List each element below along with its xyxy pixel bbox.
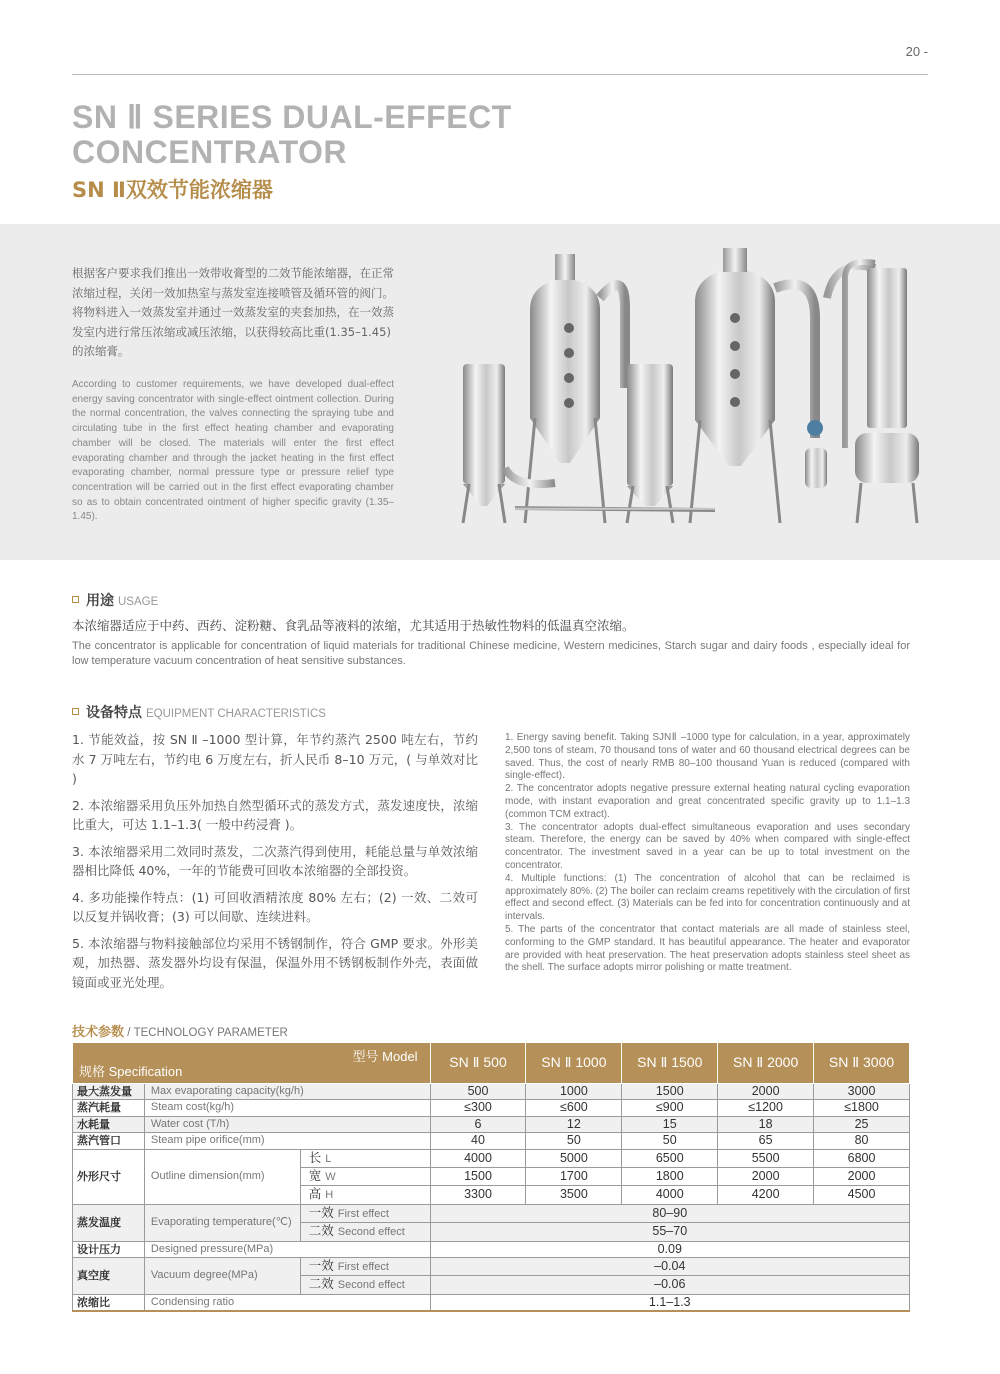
row-label-cn: 蒸汽管口: [73, 1133, 145, 1149]
sublabel-cn: 一效: [308, 1258, 334, 1274]
features-heading: [72, 702, 326, 722]
row-label-cn: 水耗量: [73, 1116, 145, 1132]
header-model-label: 型号 Model: [352, 1049, 418, 1064]
table-row: [73, 1149, 910, 1167]
table-row: [73, 1084, 910, 1100]
sublabel-en: First effect: [337, 1207, 389, 1220]
model-header: SN Ⅱ 500: [430, 1043, 526, 1084]
row-label-en: Evaporating temperature(℃): [144, 1204, 300, 1241]
table-cell: –0.04: [430, 1258, 909, 1276]
table-row: [73, 1100, 910, 1116]
row-sublabel: [300, 1258, 430, 1276]
features-list-english: [505, 732, 910, 975]
table-cell: 5000: [526, 1149, 622, 1167]
usage-text-chinese: 本浓缩器适应于中药、西药、淀粉糖、食乳品等液料的浓缩，尤其适用于热敏性物料的低温真空浓缩。: [72, 618, 635, 633]
row-label-en: Designed pressure(MPa): [144, 1241, 430, 1257]
features-heading-cn: 设备特点: [86, 705, 142, 721]
row-sublabel: [300, 1276, 430, 1294]
bullet-square-icon: [72, 596, 79, 603]
model-header: SN Ⅱ 1500: [622, 1043, 718, 1084]
model-header: SN Ⅱ 3000: [814, 1043, 910, 1084]
row-label-cn: 浓缩比: [73, 1294, 145, 1311]
sublabel-en: H: [325, 1189, 334, 1202]
sublabel-cn: 二效: [308, 1276, 334, 1292]
row-label-cn: 蒸汽耗量: [73, 1100, 145, 1116]
features-heading-en: EQUIPMENT CHARACTERISTICS: [146, 708, 326, 720]
table-cell: 0.09: [430, 1241, 909, 1257]
tech-heading-cn: 技术参数: [72, 1025, 125, 1040]
page-title-chinese: SN Ⅱ双效节能浓缩器: [72, 178, 273, 202]
row-label-en: Steam cost(kg/h): [144, 1100, 430, 1116]
row-label-en: Water cost (T/h): [144, 1116, 430, 1132]
row-label-en: Outline dimension(mm): [144, 1149, 300, 1204]
row-label-cn: 设计压力: [73, 1241, 145, 1257]
table-cell: 50: [526, 1133, 622, 1149]
table-row: [73, 1294, 910, 1311]
table-cell: 4200: [718, 1186, 814, 1204]
usage-heading-en: USAGE: [118, 596, 159, 608]
table-cell: 2000: [718, 1168, 814, 1186]
feature-item-en: 1. Energy saving benefit. Taking SJNⅡ –1000 type for calculation, in a year, approximately 2,500 tons of steam, 70 thousand tons of water and 60 thousand electrical degrees can be saved. Thus, the cost of nearly RMB 80–100 thousand Yuan is reduced (compared with single-effect).: [505, 732, 910, 782]
table-row: [73, 1204, 910, 1222]
usage-heading-cn: 用途: [86, 593, 114, 609]
table-cell: 1700: [526, 1168, 622, 1186]
row-label-cn: 蒸发温度: [73, 1204, 145, 1241]
table-cell: 5500: [718, 1149, 814, 1167]
table-cell: 55–70: [430, 1223, 909, 1241]
page-title-line2: CONCENTRATOR: [72, 134, 348, 170]
table-cell: 2000: [718, 1084, 814, 1100]
tech-parameter-heading: [72, 1021, 288, 1040]
row-label-cn: 外形尺寸: [73, 1149, 145, 1204]
table-cell: 1000: [526, 1084, 622, 1100]
table-cell: 12: [526, 1116, 622, 1132]
table-cell: 40: [430, 1133, 526, 1149]
feature-item-cn: 2. 本浓缩器采用负压外加热自然型循环式的蒸发方式，蒸发速度快，浓缩比重大，可达 1.1–1.3( 一般中药浸膏 )。: [72, 797, 478, 832]
header-spec-label: 规格 Specification: [79, 1063, 183, 1079]
table-header-row: [73, 1043, 910, 1084]
sublabel-cn: 长: [308, 1149, 322, 1165]
feature-item-cn: 5. 本浓缩器与物料接触部位均采用不锈钢制作，符合 GMP 要求。外形美观，加热器、蒸发器外均设有保温，保温外用不锈钢板制作外壳，表面做镜面或亚光处理。: [72, 935, 478, 990]
table-cell: ≤600: [526, 1100, 622, 1116]
sublabel-en: First effect: [337, 1261, 389, 1274]
sublabel-cn: 高: [308, 1186, 322, 1202]
tech-heading-en: / TECHNOLOGY PARAMETER: [124, 1027, 288, 1039]
table-cell: ≤1200: [718, 1100, 814, 1116]
table-row: [73, 1241, 910, 1257]
table-cell: 4500: [814, 1186, 910, 1204]
row-sublabel: [300, 1168, 430, 1186]
row-sublabel: [300, 1186, 430, 1204]
table-cell: 6800: [814, 1149, 910, 1167]
table-cell: ≤1800: [814, 1100, 910, 1116]
sublabel-cn: 一效: [308, 1204, 334, 1220]
table-cell: 50: [622, 1133, 718, 1149]
table-cell: 80–90: [430, 1204, 909, 1222]
table-cell: 15: [622, 1116, 718, 1132]
row-label-en: Vacuum degree(MPa): [144, 1258, 300, 1295]
table-cell: 3000: [814, 1084, 910, 1100]
table-cell: 3500: [526, 1186, 622, 1204]
feature-item-cn: 4. 多功能操作特点：(1) 可回收酒精浓度 80% 左右；(2) 一效、二效可以反复并锅收膏；(3) 可以间歇、连续进料。: [72, 889, 478, 924]
table-cell: 500: [430, 1084, 526, 1100]
intro-text-chinese: 根据客户要求我们推出一效带收膏型的二效节能浓缩器，在正常浓缩过程，关闭一效加热室与蒸发室连接喷管及循环管的阀门。将物料进入一效蒸发室并通过一效蒸发室的夹套加热，在一效蒸发室内进行常压浓缩或减压浓缩，以获得较高比重(1.35–1.45)的浓缩膏。: [72, 266, 394, 358]
row-sublabel: [300, 1223, 430, 1241]
bullet-square-icon: [72, 708, 79, 715]
model-header: SN Ⅱ 1000: [526, 1043, 622, 1084]
table-cell: 25: [814, 1116, 910, 1132]
sublabel-cn: 二效: [308, 1223, 334, 1239]
table-cell: 6: [430, 1116, 526, 1132]
sublabel-en: W: [325, 1171, 336, 1184]
table-row: [73, 1133, 910, 1149]
model-header: SN Ⅱ 2000: [718, 1043, 814, 1084]
table-row: [73, 1116, 910, 1132]
table-cell: 1.1–1.3: [430, 1294, 909, 1311]
table-cell: 65: [718, 1133, 814, 1149]
table-cell: 6500: [622, 1149, 718, 1167]
table-cell: 1800: [622, 1168, 718, 1186]
usage-heading: [72, 590, 158, 610]
table-cell: ≤900: [622, 1100, 718, 1116]
row-label-en: Steam pipe orifice(mm): [144, 1133, 430, 1149]
feature-item-en: 4. Multiple functions: (1) The concentration of alcohol that can be reclaimed is approximately 80%. (2) The boiler can reclaim creams repetitively with the circulation of first effect and second effect. (3) Materials can be fed into for concentration continuously and at intervals.: [505, 872, 910, 923]
feature-item-cn: 3. 本浓缩器采用二效同时蒸发，二次蒸汽得到使用，耗能总量与单效浓缩器相比降低 40%，一年的节能费可回收本浓缩器的全部投资。: [72, 843, 478, 878]
feature-item-en: 3. The concentrator adopts dual-effect simultaneous evaporation and uses secondary steam. Therefore, the energy can be saved by 40% when compared with single-effect concentrator. The investment saved in a year can be up to total investment on the concentrator.: [505, 821, 910, 871]
table-cell: 3300: [430, 1186, 526, 1204]
intro-text-english: According to customer requirements, we have developed dual-effect energy saving concentrator with single-effect ointment collection. During the normal concentration, the valves connecting the spraying tube and circulating tube in the first effect heating chamber and evaporating chamber will be closed. The materials will enter the first effect evaporating chamber and through the jacket heating in the first effect evaporating chamber, normal pressure type or pressure relief type concentration will be carried out in the first effect evaporating chamber so as to obtain concentrated ointment of higher specific gravity (1.35–1.45).: [72, 379, 394, 523]
row-label-cn: 真空度: [73, 1258, 145, 1295]
sublabel-en: Second effect: [337, 1279, 405, 1292]
page-number: 20 -: [905, 44, 928, 59]
table-cell: ≤300: [430, 1100, 526, 1116]
table-cell: 2000: [814, 1168, 910, 1186]
table-header-spec-cell: [73, 1043, 431, 1084]
row-label-cn: 最大蒸发量: [73, 1084, 145, 1100]
table-cell: 1500: [430, 1168, 526, 1186]
page-title-line1: SN Ⅱ SERIES DUAL-EFFECT: [72, 99, 512, 135]
header-divider: [72, 74, 928, 75]
feature-item-en: 2. The concentrator adopts negative pressure external heating natural cycling evaporation mode, with instant evaporation and great concentrated specific gravity up to 1.1–1.3 (common TCM extract).: [505, 783, 910, 820]
usage-text-english: The concentrator is applicable for concentration of liquid materials for traditional Chinese medicine, Western medicines, Starch sugar and dairy foods , especially ideal for low temperature vacuum concentration of heat sensitive substances.: [72, 640, 910, 667]
concentrator-machine-illustration: [455, 238, 935, 538]
sublabel-en: Second effect: [337, 1226, 405, 1239]
features-list-chinese: [72, 730, 478, 999]
spec-table: [72, 1042, 910, 1312]
row-sublabel: [300, 1149, 430, 1167]
table-cell: 80: [814, 1133, 910, 1149]
table-cell: –0.06: [430, 1276, 909, 1294]
table-cell: 18: [718, 1116, 814, 1132]
row-label-en: Condensing ratio: [144, 1294, 430, 1311]
feature-item-en: 5. The parts of the concentrator that contact materials are all made of stainless steel, conforming to the GMP standard. It has beautiful appearance. The heater and evaporator are provided with heat preservation. The heat preservation adopts stainless steel sheet as the shell. The surface adopts mirror polishing or matte treatment.: [505, 923, 910, 974]
table-cell: 4000: [430, 1149, 526, 1167]
sublabel-cn: 宽: [308, 1168, 322, 1184]
row-label-en: Max evaporating capacity(kg/h): [144, 1084, 430, 1100]
feature-item-cn: 1. 节能效益，按 SN Ⅱ –1000 型计算，年节约蒸汽 2500 吨左右，节约水 7 万吨左右，节约电 6 万度左右，折人民币 8–10 万元，( 与单效对比 ): [72, 732, 478, 786]
row-sublabel: [300, 1204, 430, 1222]
table-row: [73, 1258, 910, 1276]
table-cell: 1500: [622, 1084, 718, 1100]
sublabel-en: L: [325, 1152, 332, 1165]
table-cell: 4000: [622, 1186, 718, 1204]
